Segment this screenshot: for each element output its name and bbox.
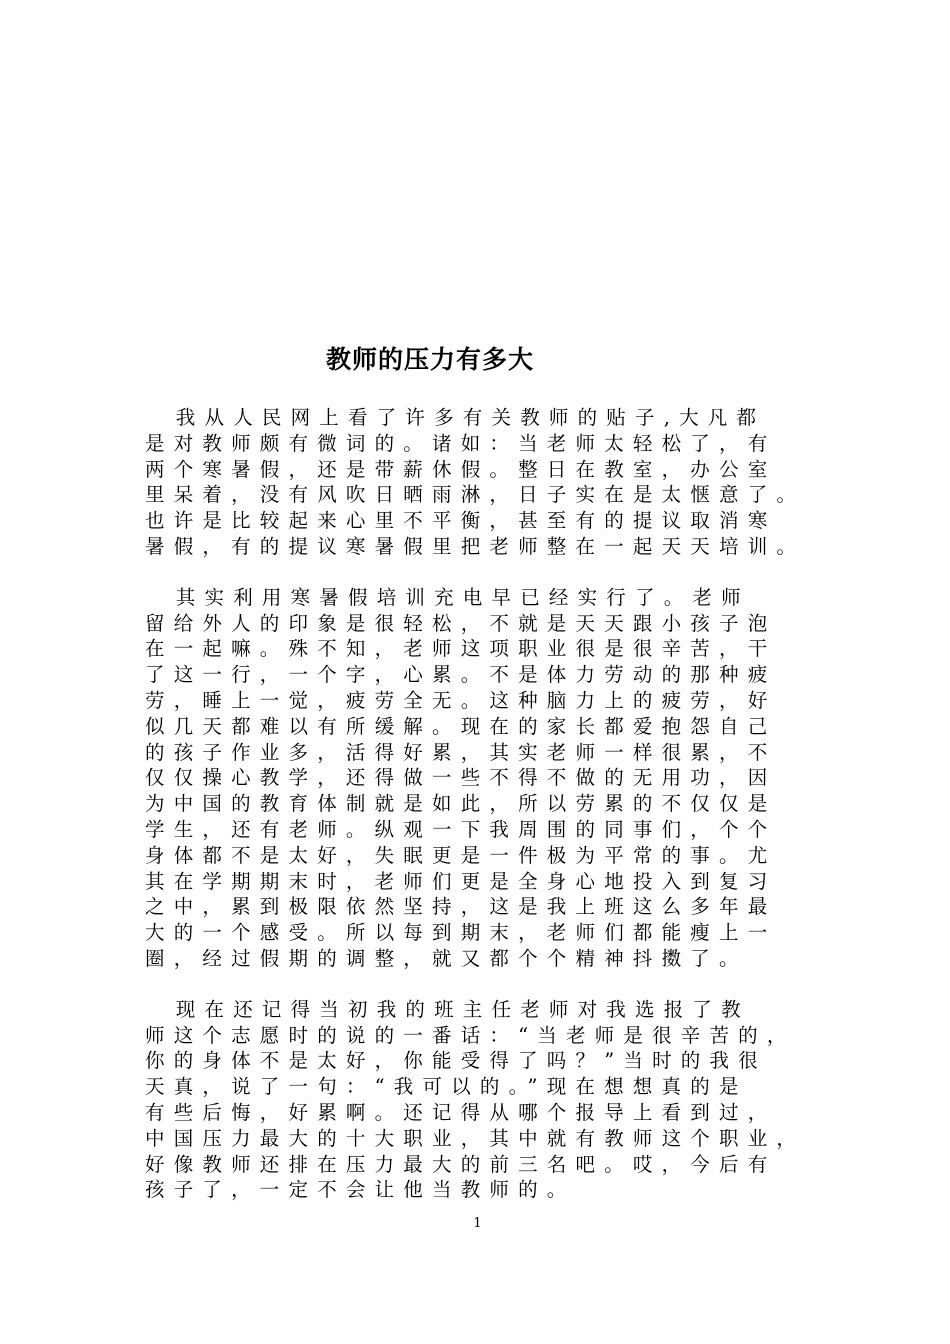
text-line: 师这个志愿时的说的一番话：“当老师是很辛苦的， — [145, 1023, 796, 1047]
document-title: 教师的压力有多大 — [325, 345, 534, 374]
text-line: 之中，累到极限依然坚持，这是我上班这么多年最 — [145, 895, 777, 919]
text-line: 现在还记得当初我的班主任老师对我选报了教 — [145, 997, 750, 1021]
text-line: 了这一行，一个字，心累。不是体力劳动的那种疲 — [145, 663, 777, 687]
text-line: 为中国的教育体制就是如此，所以劳累的不仅仅是 — [145, 792, 777, 816]
text-line: 中国压力最大的十大职业，其中就有教师这个职业， — [145, 1126, 806, 1150]
text-line: 天真，说了一句：“我可以的。”现在想想真的是 — [145, 1075, 748, 1099]
text-line: 其在学期期末时，老师们更是全身心地投入到复习 — [145, 869, 777, 893]
text-line: 是对教师颇有微词的。诸如：当老师太轻松了，有 — [145, 431, 777, 455]
text-line: 暑假，有的提议寒暑假里把老师整在一起天天培训。 — [145, 534, 806, 558]
paragraph-1 — [145, 405, 835, 560]
text-line: 有些后悔，好累啊。还记得从哪个报导上看到过， — [145, 1100, 777, 1124]
text-line: 孩子了，一定不会让他当教师的。 — [145, 1178, 576, 1202]
text-line: 学生，还有老师。纵观一下我周围的同事们，个个 — [145, 817, 777, 841]
text-line: 的孩子作业多，活得好累，其实老师一样很累，不 — [145, 740, 777, 764]
text-line: 两个寒暑假，还是带薪休假。整日在教室，办公室 — [145, 457, 777, 481]
text-line: 大的一个感受。所以每到期末，老师们都能瘦上一 — [145, 921, 777, 945]
paragraph-2 — [145, 585, 835, 972]
text-line: 劳，睡上一觉，疲劳全无。这种脑力上的疲劳，好 — [145, 688, 777, 712]
text-line: 留给外人的印象是很轻松，不就是天天跟小孩子泡 — [145, 611, 777, 635]
paragraph-3 — [145, 997, 835, 1203]
document-body — [145, 405, 835, 1228]
text-line: 里呆着，没有风吹日晒雨淋，日子实在是太惬意了。 — [145, 483, 806, 507]
text-line: 我从人民网上看了许多有关教师的贴子,大凡都 — [145, 406, 766, 429]
text-line: 你的身体不是太好，你能受得了吗？”当时的我很 — [145, 1049, 767, 1073]
page-number: 1 — [473, 1216, 482, 1231]
text-line: 其实利用寒暑假培训充电早已经实行了。老师 — [145, 585, 750, 609]
text-line: 身体都不是太好，失眠更是一件极为平常的事。尤 — [145, 843, 777, 867]
text-line: 圈，经过假期的调整，就又都个个精神抖擞了。 — [145, 946, 748, 970]
text-line: 也许是比较起来心里不平衡，甚至有的提议取消寒 — [145, 509, 777, 533]
text-line: 在一起嘛。殊不知，老师这项职业很是很辛苦，干 — [145, 637, 777, 661]
text-line: 似几天都难以有所缓解。现在的家长都爱抱怨自己 — [145, 714, 777, 738]
text-line: 仅仅操心教学，还得做一些不得不做的无用功，因 — [145, 766, 777, 790]
text-line: 好像教师还排在压力最大的前三名吧。哎，今后有 — [145, 1152, 777, 1176]
